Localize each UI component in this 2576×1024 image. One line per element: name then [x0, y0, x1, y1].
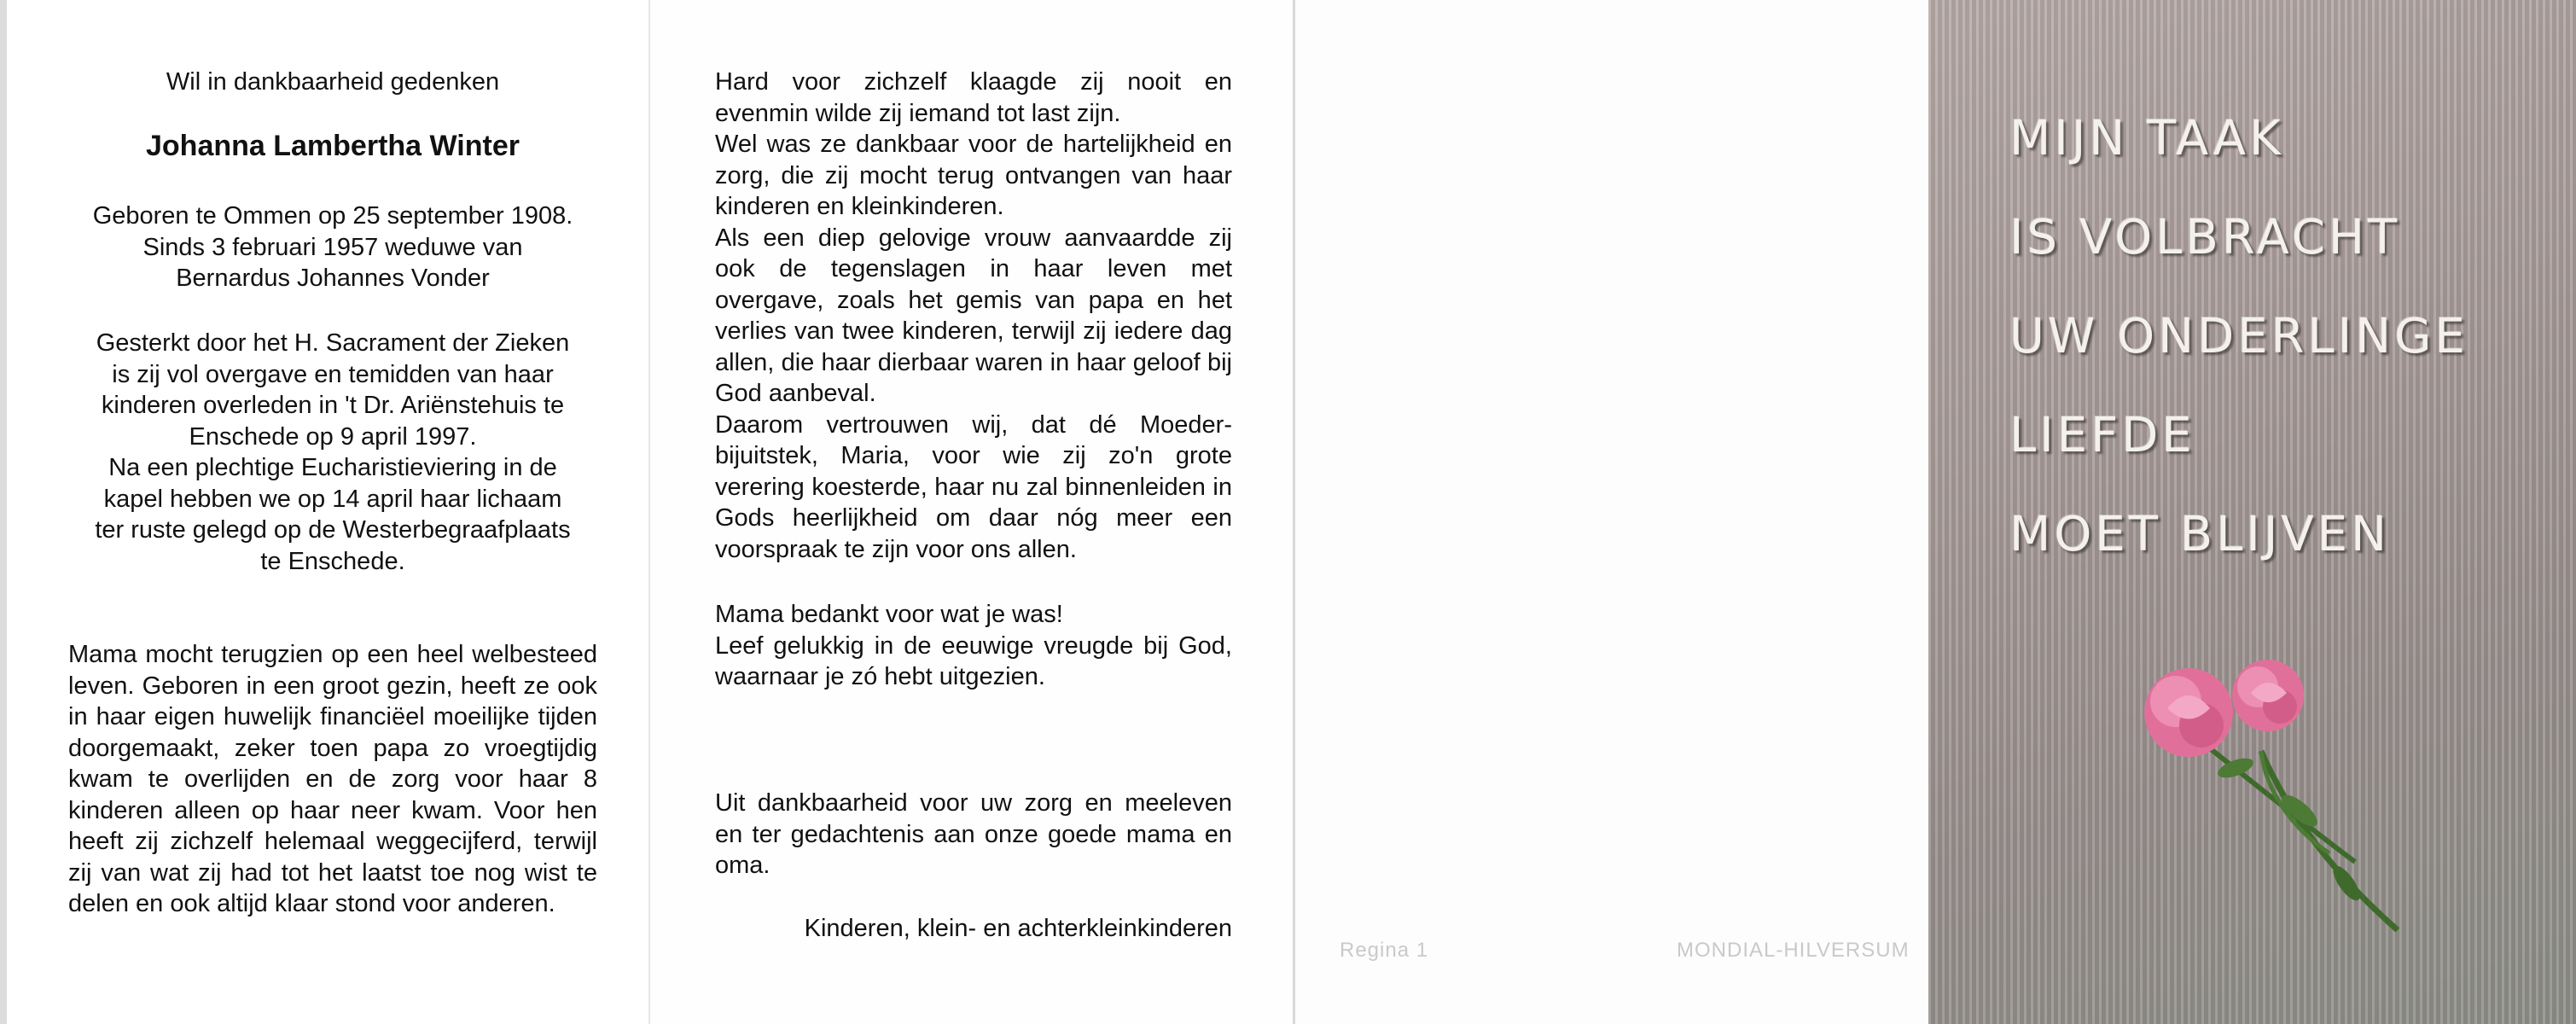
signature: Kinderen, klein- en achterkleinkinderen [804, 915, 1232, 942]
card-panel-announcement [0, 0, 648, 1024]
tribute-text [715, 67, 1232, 565]
death-line-1: Gesterkt door het H. Sacrament der Zieken [96, 329, 570, 357]
card-panel-photo [1928, 0, 2576, 1024]
stone-verse [2009, 111, 2468, 606]
card-model-label: Regina 1 [1340, 939, 1429, 962]
paragraph-modesty: Hard voor zichzelf klaagde zij nooit en evenmin wilde zij iemand tot last zijn. [715, 68, 1232, 127]
verse-line-3: UW ONDERLINGE [2009, 309, 2468, 364]
funeral-line-4: te Enschede. [260, 547, 405, 575]
funeral-line-2: kapel hebben we op 14 april haar lichaam [103, 485, 562, 513]
paragraph-gratitude: Wel was ze dankbaar voor de hartelijkheid en zorg, die zij mocht terug ontvangen van haar kinderen en kleinkinderen. [715, 131, 1232, 220]
two-roses-illustration [2116, 649, 2457, 956]
verse-line-1: MIJN TAAK [2009, 111, 2284, 166]
paragraph-faith: Als een diep gelovige vrouw aanvaardde zij ook de tegenslagen in haar leven met overgave, zoals het gemis van papa en het verlies van twee kinderen, terwijl zij iedere dag allen, die haar dierbaar waren in haar geloof bij God aanbeval. [715, 224, 1232, 407]
paragraph-mary: Daarom vertrouwen wij, dat dé Moeder-bijuitstek, Maria, voor wie zij zo'n grote verering koesterde, haar nu zal binnenleiden in Gods heerlijkheid om daar nóg meer een voorspraak te zijn voor ons allen. [715, 410, 1232, 563]
rose-stems [2191, 734, 2398, 930]
intro-line: Wil in dankbaarheid gedenken [166, 68, 500, 96]
death-block [68, 328, 597, 577]
death-line-4: Enschede op 9 april 1997. [189, 422, 477, 451]
widow-line: Sinds 3 februari 1957 weduwe van [142, 233, 523, 261]
rose-left [2144, 668, 2233, 757]
gratitude-paragraph: Uit dankbaarheid voor uw zorg en meeleven en ter gedachtenis aan onze goede mama en oma. [715, 789, 1232, 879]
card-panel-tribute [648, 0, 1293, 1024]
deceased-name: Johanna Lambertha Winter [146, 130, 520, 162]
life-paragraph: Mama mocht terugzien op een heel welbesteed leven. Geboren in een groot gezin, heeft ze ook in haar eigen huwelijk financiëel moeilijke tijden doorgemaakt, zeker toen papa zo vroegtijdig kwam te overlijden en de zorg voor haar 8 kinderen alleen op haar neer kwam. Voor hen heeft zij zichzelf helemaal weggecijferd, terwijl zij van wat zij had tot het laatst toe nog wist te delen en ook altijd klaar stond voor anderen. [68, 641, 597, 917]
wish-paragraph: Leef gelukkig in de eeuwige vreugde bij God, waarnaar je zó hebt uitgezien. [715, 631, 1232, 690]
birth-line: Geboren te Ommen op 25 september 1908. [92, 202, 573, 230]
rose-right [2232, 660, 2304, 731]
card-panel-blank [1293, 0, 1928, 1024]
verse-line-4: LIEFDE [2009, 408, 2195, 463]
verse-line-5: MOET BLIJVEN [2009, 507, 2391, 562]
funeral-line-3: ter ruste gelegd op de Westerbegraafplaats [95, 516, 571, 544]
farewell-block [715, 599, 1232, 693]
funeral-line-1: Na een plechtige Eucharistieviering in de [108, 454, 557, 481]
thanks-line: Mama bedankt voor wat je was! [715, 601, 1063, 628]
verse-line-2: IS VOLBRACHT [2009, 210, 2401, 265]
birth-block [68, 201, 597, 294]
death-line-3: kinderen overleden in 't Dr. Ariënstehuis te [101, 392, 565, 419]
death-line-2: is zij vol overgave en temidden van haar [112, 360, 554, 388]
printer-label: MONDIAL-HILVERSUM [1677, 939, 1910, 962]
husband-line: Bernardus Johannes Vonder [176, 265, 490, 292]
